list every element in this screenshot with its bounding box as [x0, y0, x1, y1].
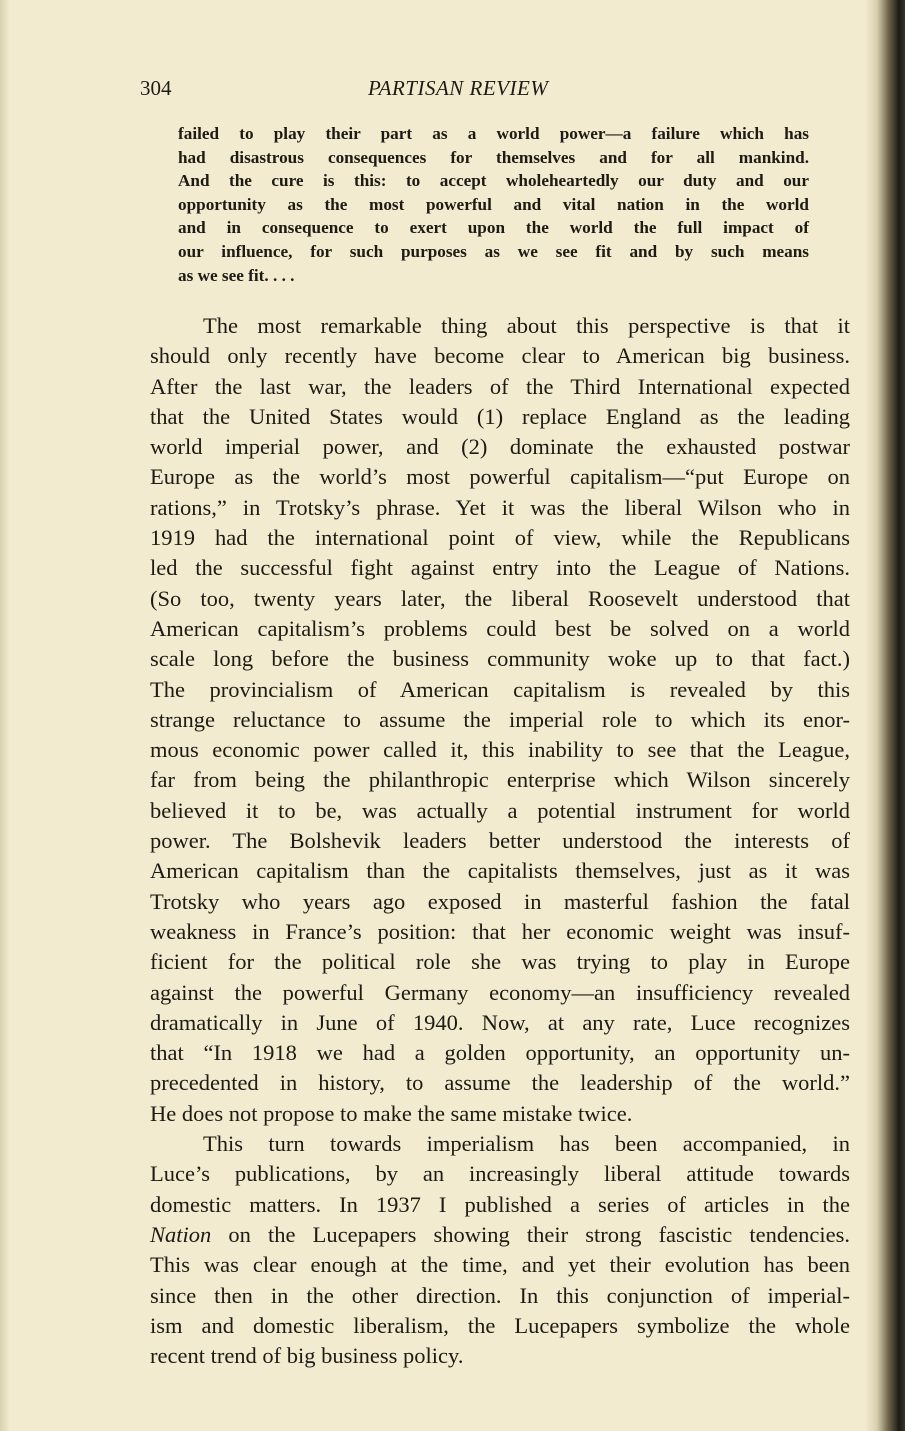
block-quote	[178, 122, 809, 287]
body-line: He does not propose to make the same mistake twice.	[150, 1100, 633, 1126]
body-line: that the United States would (1) replace England as the leading	[150, 403, 850, 429]
body-line: 1919 had the international point of view, while the Republicans	[150, 525, 850, 551]
body-line: scale long before the business community woke up to that fact.)	[150, 646, 850, 672]
body-line: that “In 1918 we had a golden opportunity, an opportunity un-	[150, 1040, 850, 1066]
body-line: against the powerful Germany economy—an insufficiency revealed	[150, 979, 850, 1005]
body-line: strange reluctance to assume the imperial role to which its enor-	[150, 706, 850, 732]
body-line: world imperial power, and (2) dominate the exhausted postwar	[150, 434, 850, 460]
page-left-edge	[0, 0, 10, 1431]
body-line: far from being the philanthropic enterprise which Wilson sincerely	[150, 767, 850, 793]
body-line: precedented in history, to assume the leadership of the world.”	[150, 1070, 850, 1096]
body-line: domestic matters. In 1937 I published a series of articles in the	[150, 1191, 850, 1217]
quote-line: and in consequence to exert upon the world the full impact of	[178, 218, 809, 238]
quote-line: opportunity as the most powerful and vital nation in the world	[178, 194, 809, 214]
quote-line: our influence, for such purposes as we see fit and by such means	[178, 241, 809, 261]
body-text	[150, 311, 850, 1371]
body-line: ficient for the political role she was trying to play in Europe	[150, 949, 850, 975]
body-line: mous economic power called it, this inability to see that the League,	[150, 737, 850, 763]
body-line: dramatically in June of 1940. Now, at any rate, Luce recognizes	[150, 1009, 850, 1035]
body-line: believed it to be, was actually a potential instrument for world	[150, 797, 850, 823]
body-line: power. The Bolshevik leaders better understood the interests of	[150, 828, 850, 854]
quote-line: had disastrous consequences for themselves and for all mankind.	[178, 147, 809, 167]
body-line: This turn towards imperialism has been accompanied, in	[203, 1131, 850, 1157]
body-line: This was clear enough at the time, and yet their evolution has been	[150, 1252, 850, 1278]
book-gutter-shadow	[865, 0, 905, 1431]
body-line: After the last war, the leaders of the Third International expected	[150, 373, 850, 399]
body-line: since then in the other direction. In this conjunction of imperial-	[150, 1282, 850, 1308]
body-line: Nation on the Lucepapers showing their strong fascistic tendencies.	[150, 1221, 850, 1247]
body-line: American capitalism’s problems could best be solved on a world	[150, 615, 850, 641]
body-line: weakness in France’s position: that her economic weight was insuf-	[150, 918, 850, 944]
quote-line: failed to play their part as a world power—a failure which has	[178, 124, 809, 143]
body-line: ism and domestic liberalism, the Lucepapers symbolize the whole	[150, 1312, 850, 1338]
body-line: recent trend of big business policy.	[150, 1343, 464, 1369]
body-line: American capitalism than the capitalists themselves, just as it was	[150, 858, 850, 884]
page-number: 304	[140, 76, 172, 100]
body-line: Luce’s publications, by an increasingly liberal attitude towards	[150, 1161, 850, 1187]
body-line: Europe as the world’s most powerful capitalism—“put Europe on	[150, 464, 850, 490]
quote-line: And the cure is this: to accept wholeheartedly our duty and our	[178, 171, 809, 191]
body-line: Trotsky who years ago exposed in masterful fashion the fatal	[150, 888, 850, 914]
body-line: The provincialism of American capitalism is revealed by this	[150, 676, 850, 702]
body-line: The most remarkable thing about this perspective is that it	[203, 313, 850, 338]
body-line: (So too, twenty years later, the liberal Roosevelt understood that	[150, 585, 850, 611]
running-head: PARTISAN REVIEW	[368, 76, 549, 100]
quote-line: as we see fit. . . .	[178, 265, 295, 285]
body-line: led the successful fight against entry into the League of Nations.	[150, 555, 850, 581]
body-line: should only recently have become clear to American big business.	[150, 343, 850, 369]
body-line: rations,” in Trotsky’s phrase. Yet it was the liberal Wilson who in	[150, 494, 850, 520]
